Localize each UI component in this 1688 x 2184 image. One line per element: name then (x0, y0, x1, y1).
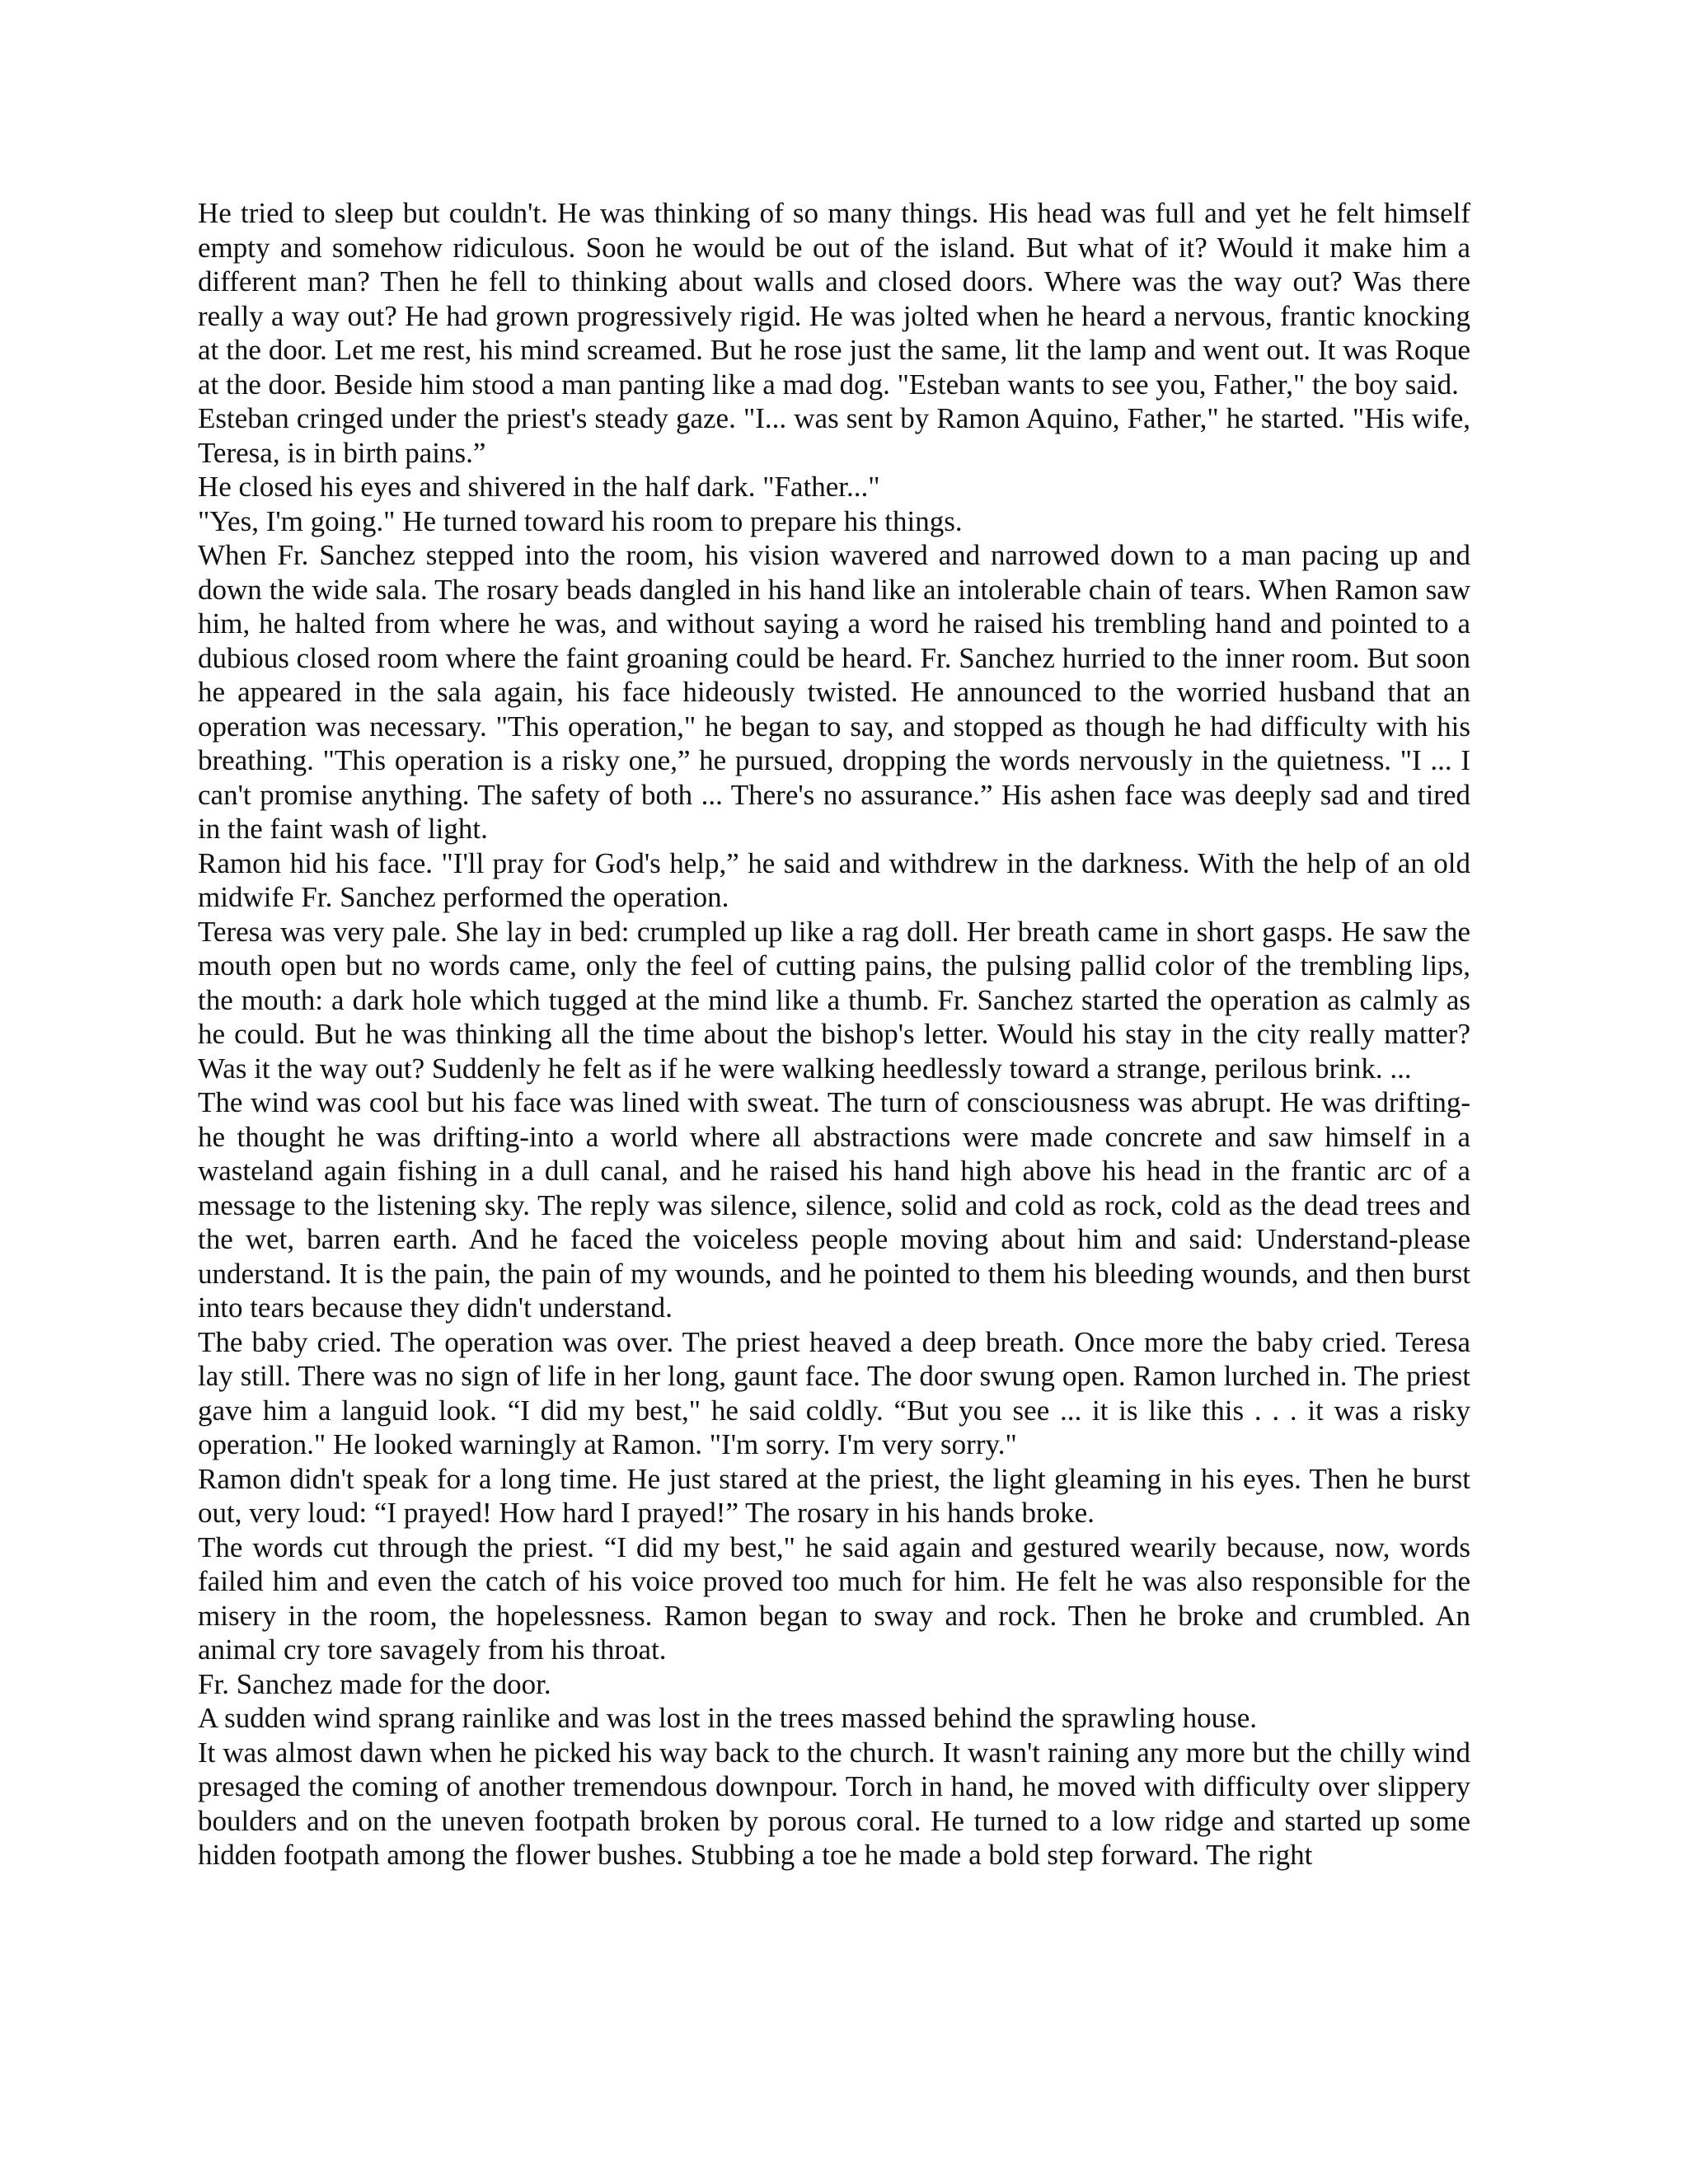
paragraph: The wind was cool but his face was lined with sweat. The turn of consciousness was abrupt. He was drifting-he thought he was drifting-into a world where all abstractions were made concrete and saw himself in a wasteland again fishing in a dull canal, and he raised his hand high above his head in the frantic arc of a message to the listening sky. The reply was silence, silence, solid and cold as rock, cold as the dead trees and the wet, barren earth. And he faced the voiceless people moving about him and said: Understand-please understand. It is the pain, the pain of my wounds, and he pointed to them his bleeding wounds, and then burst into tears because they didn't understand. (198, 1086, 1470, 1324)
paragraph: Esteban cringed under the priest's steady gaze. "I... was sent by Ramon Aquino, Father," he started. "His wife, Teresa, is in birth pains.” (198, 402, 1470, 469)
paragraph: Ramon didn't speak for a long time. He just stared at the priest, the light gleaming in his eyes. Then he burst out, very loud: “I prayed! How hard I prayed!” The rosary in his hands broke. (198, 1462, 1470, 1529)
paragraph: He closed his eyes and shivered in the half dark. "Father..." (198, 471, 880, 503)
paragraph: Fr. Sanchez made for the door. (198, 1667, 551, 1700)
paragraph: A sudden wind sprang rainlike and was lost in the trees massed behind the sprawling house. (198, 1702, 1258, 1734)
paragraph: Ramon hid his face. "I'll pray for God's help,” he said and withdrew in the darkness. With the help of an old midwife Fr. Sanchez performed the operation. (198, 846, 1470, 913)
paragraph: When Fr. Sanchez stepped into the room, his vision wavered and narrowed down to a man pacing up and down the wide sala. The rosary beads dangled in his hand like an intolerable chain of tears. When Ramon saw him, he halted from where he was, and without saying a word he raised his trembling hand and pointed to a dubious closed room where the faint groaning could be heard. Fr. Sanchez hurried to the inner room. But soon he appeared in the sala again, his face hideously twisted. He announced to the worried husband that an operation was necessary. "This operation," he began to say, and stopped as though he had difficulty with his breathing. "This operation is a risky one,” he pursued, dropping the words nervously in the quietness. "I ... I can't promise anything. The safety of both ... There's no assurance.” His ashen face was deeply sad and tired in the faint wash of light. (198, 539, 1470, 845)
paragraph: Teresa was very pale. She lay in bed: crumpled up like a rag doll. Her breath came in short gasps. He saw the mouth open but no words came, only the feel of cutting pains, the pulsing pallid color of the trembling lips, the mouth: a dark hole which tugged at the mind like a thumb. Fr. Sanchez started the operation as calmly as he could. But he was thinking all the time about the bishop's letter. Would his stay in the city really matter? Was it the way out? Suddenly he felt as if he were walking heedlessly toward a strange, perilous brink. ... (198, 915, 1470, 1085)
paragraph: He tried to sleep but couldn't. He was thinking of so many things. His head was full and yet he felt himself empty and somehow ridiculous. Soon he would be out of the island. But what of it? Would it make him a different man? Then he fell to thinking about walls and closed doors. Where was the way out? Was there really a way out? He had grown progressively rigid. He was jolted when he heard a nervous, frantic knocking at the door. Let me rest, his mind screamed. But he rose just the same, lit the lamp and went out. It was Roque at the door. Beside him stood a man panting like a mad dog. "Esteban wants to see you, Father," the boy said. (198, 197, 1470, 401)
page-body (198, 196, 1470, 1872)
paragraph: It was almost dawn when he picked his way back to the church. It wasn't raining any more but the chilly wind presaged the coming of another tremendous downpour. Torch in hand, he moved with difficulty over slippery boulders and on the uneven footpath broken by porous coral. He turned to a low ridge and started up some hidden footpath among the flower bushes. Stubbing a toe he made a bold step forward. The right (198, 1736, 1470, 1871)
paragraph: The words cut through the priest. “I did my best," he said again and gestured wearily because, now, words failed him and even the catch of his voice proved too much for him. He felt he was also responsible for the misery in the room, the hopelessness. Ramon began to sway and rock. Then he broke and crumbled. An animal cry tore savagely from his throat. (198, 1530, 1470, 1666)
paragraph: "Yes, I'm going." He turned toward his room to prepare his things. (198, 504, 963, 537)
paragraph: The baby cried. The operation was over. The priest heaved a deep breath. Once more the baby cried. Teresa lay still. There was no sign of life in her long, gaunt face. The door swung open. Ramon lurched in. The priest gave him a languid look. “I did my best," he said coldly. “But you see ... it is like this . . . it was a risky operation." He looked warningly at Ramon. "I'm sorry. I'm very sorry." (198, 1325, 1470, 1460)
